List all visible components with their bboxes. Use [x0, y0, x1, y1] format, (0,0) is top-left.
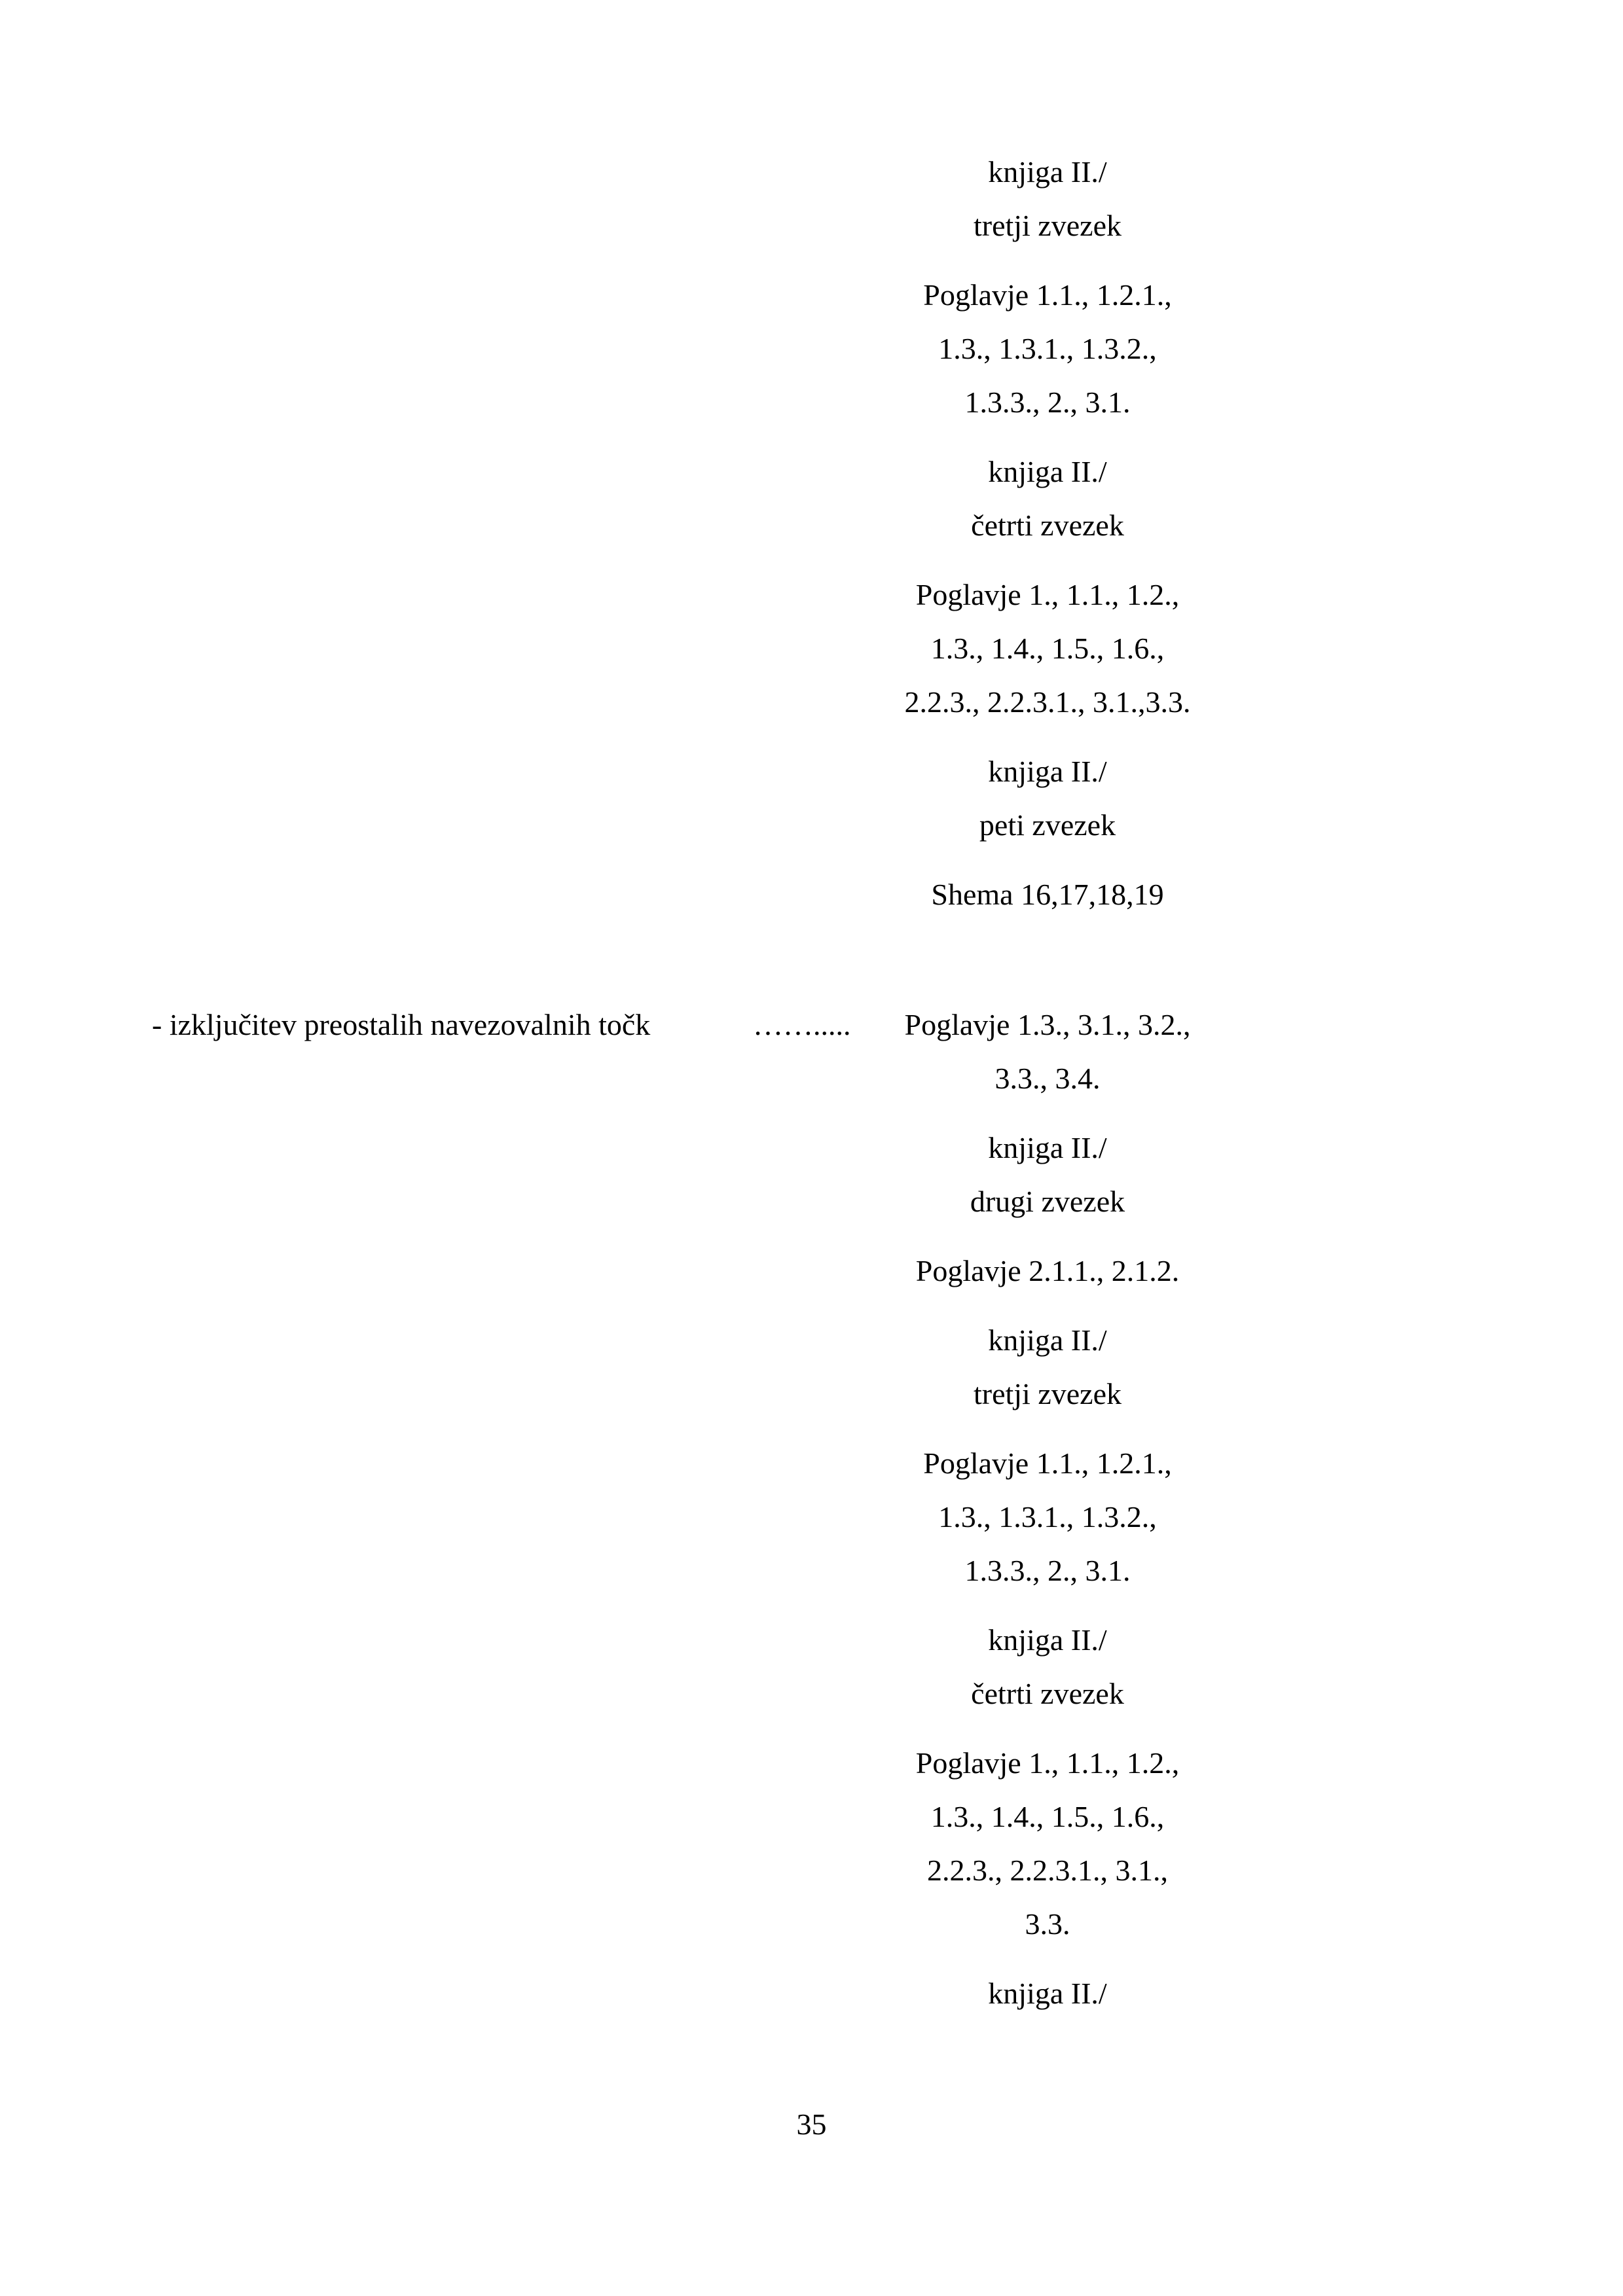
reference-column-bottom — [838, 998, 1257, 2020]
reference-block — [838, 1613, 1257, 1721]
reference-line: Poglavje 1.1., 1.2.1., — [923, 1446, 1172, 1480]
reference-block — [838, 1437, 1257, 1598]
reference-block — [838, 1244, 1257, 1298]
reference-line: četrti zvezek — [971, 509, 1124, 542]
reference-line: knjiga II./ — [988, 455, 1107, 488]
reference-line: 1.3., 1.4., 1.5., 1.6., — [930, 1800, 1165, 1833]
reference-line: drugi zvezek — [970, 1185, 1125, 1218]
reference-block — [838, 568, 1257, 729]
reference-line: Poglavje 2.1.1., 2.1.2. — [915, 1254, 1180, 1287]
reference-line: 3.3., 3.4. — [994, 1062, 1101, 1095]
reference-line: Shema 16,17,18,19 — [931, 878, 1164, 911]
reference-line: Poglavje 1., 1.1., 1.2., — [915, 578, 1180, 611]
page-number: 35 — [796, 2108, 827, 2141]
reference-line: knjiga II./ — [988, 1977, 1107, 2010]
leader-dots: ……..... — [753, 1008, 851, 1041]
reference-line: 1.3., 1.3.1., 1.3.2., — [938, 1500, 1157, 1534]
reference-line: knjiga II./ — [988, 755, 1107, 788]
reference-line: Poglavje 1.3., 3.1., 3.2., — [904, 1008, 1191, 1041]
reference-line: 1.3., 1.3.1., 1.3.2., — [938, 332, 1157, 365]
reference-line: tretji zvezek — [973, 1377, 1122, 1410]
reference-line: 2.2.3., 2.2.3.1., 3.1., — [927, 1854, 1168, 1887]
reference-column-top — [838, 145, 1257, 922]
item-label: - izključitev preostalih navezovalnih točk — [152, 1008, 651, 1041]
reference-line: knjiga II./ — [988, 1131, 1107, 1164]
reference-line: peti zvezek — [979, 808, 1116, 842]
reference-block — [838, 445, 1257, 552]
reference-block — [838, 1967, 1257, 2020]
reference-block — [838, 745, 1257, 852]
reference-block — [838, 268, 1257, 429]
reference-line: knjiga II./ — [988, 1623, 1107, 1657]
reference-line: 1.3.3., 2., 3.1. — [964, 1554, 1131, 1587]
reference-line: tretji zvezek — [973, 209, 1122, 242]
reference-line: knjiga II./ — [988, 155, 1107, 188]
reference-line: 3.3. — [1025, 1907, 1070, 1941]
reference-line: 1.3., 1.4., 1.5., 1.6., — [930, 632, 1165, 665]
reference-line: knjiga II./ — [988, 1323, 1107, 1357]
reference-line: 2.2.3., 2.2.3.1., 3.1.,3.3. — [904, 685, 1191, 719]
reference-block — [838, 868, 1257, 922]
reference-line: 1.3.3., 2., 3.1. — [964, 386, 1131, 419]
reference-block — [838, 1736, 1257, 1951]
reference-line: Poglavje 1.1., 1.2.1., — [923, 278, 1172, 312]
reference-line: četrti zvezek — [971, 1677, 1124, 1710]
reference-block — [838, 1121, 1257, 1229]
reference-block — [838, 1314, 1257, 1421]
reference-block — [838, 998, 1257, 1105]
reference-line: Poglavje 1., 1.1., 1.2., — [915, 1746, 1180, 1780]
reference-block — [838, 145, 1257, 253]
